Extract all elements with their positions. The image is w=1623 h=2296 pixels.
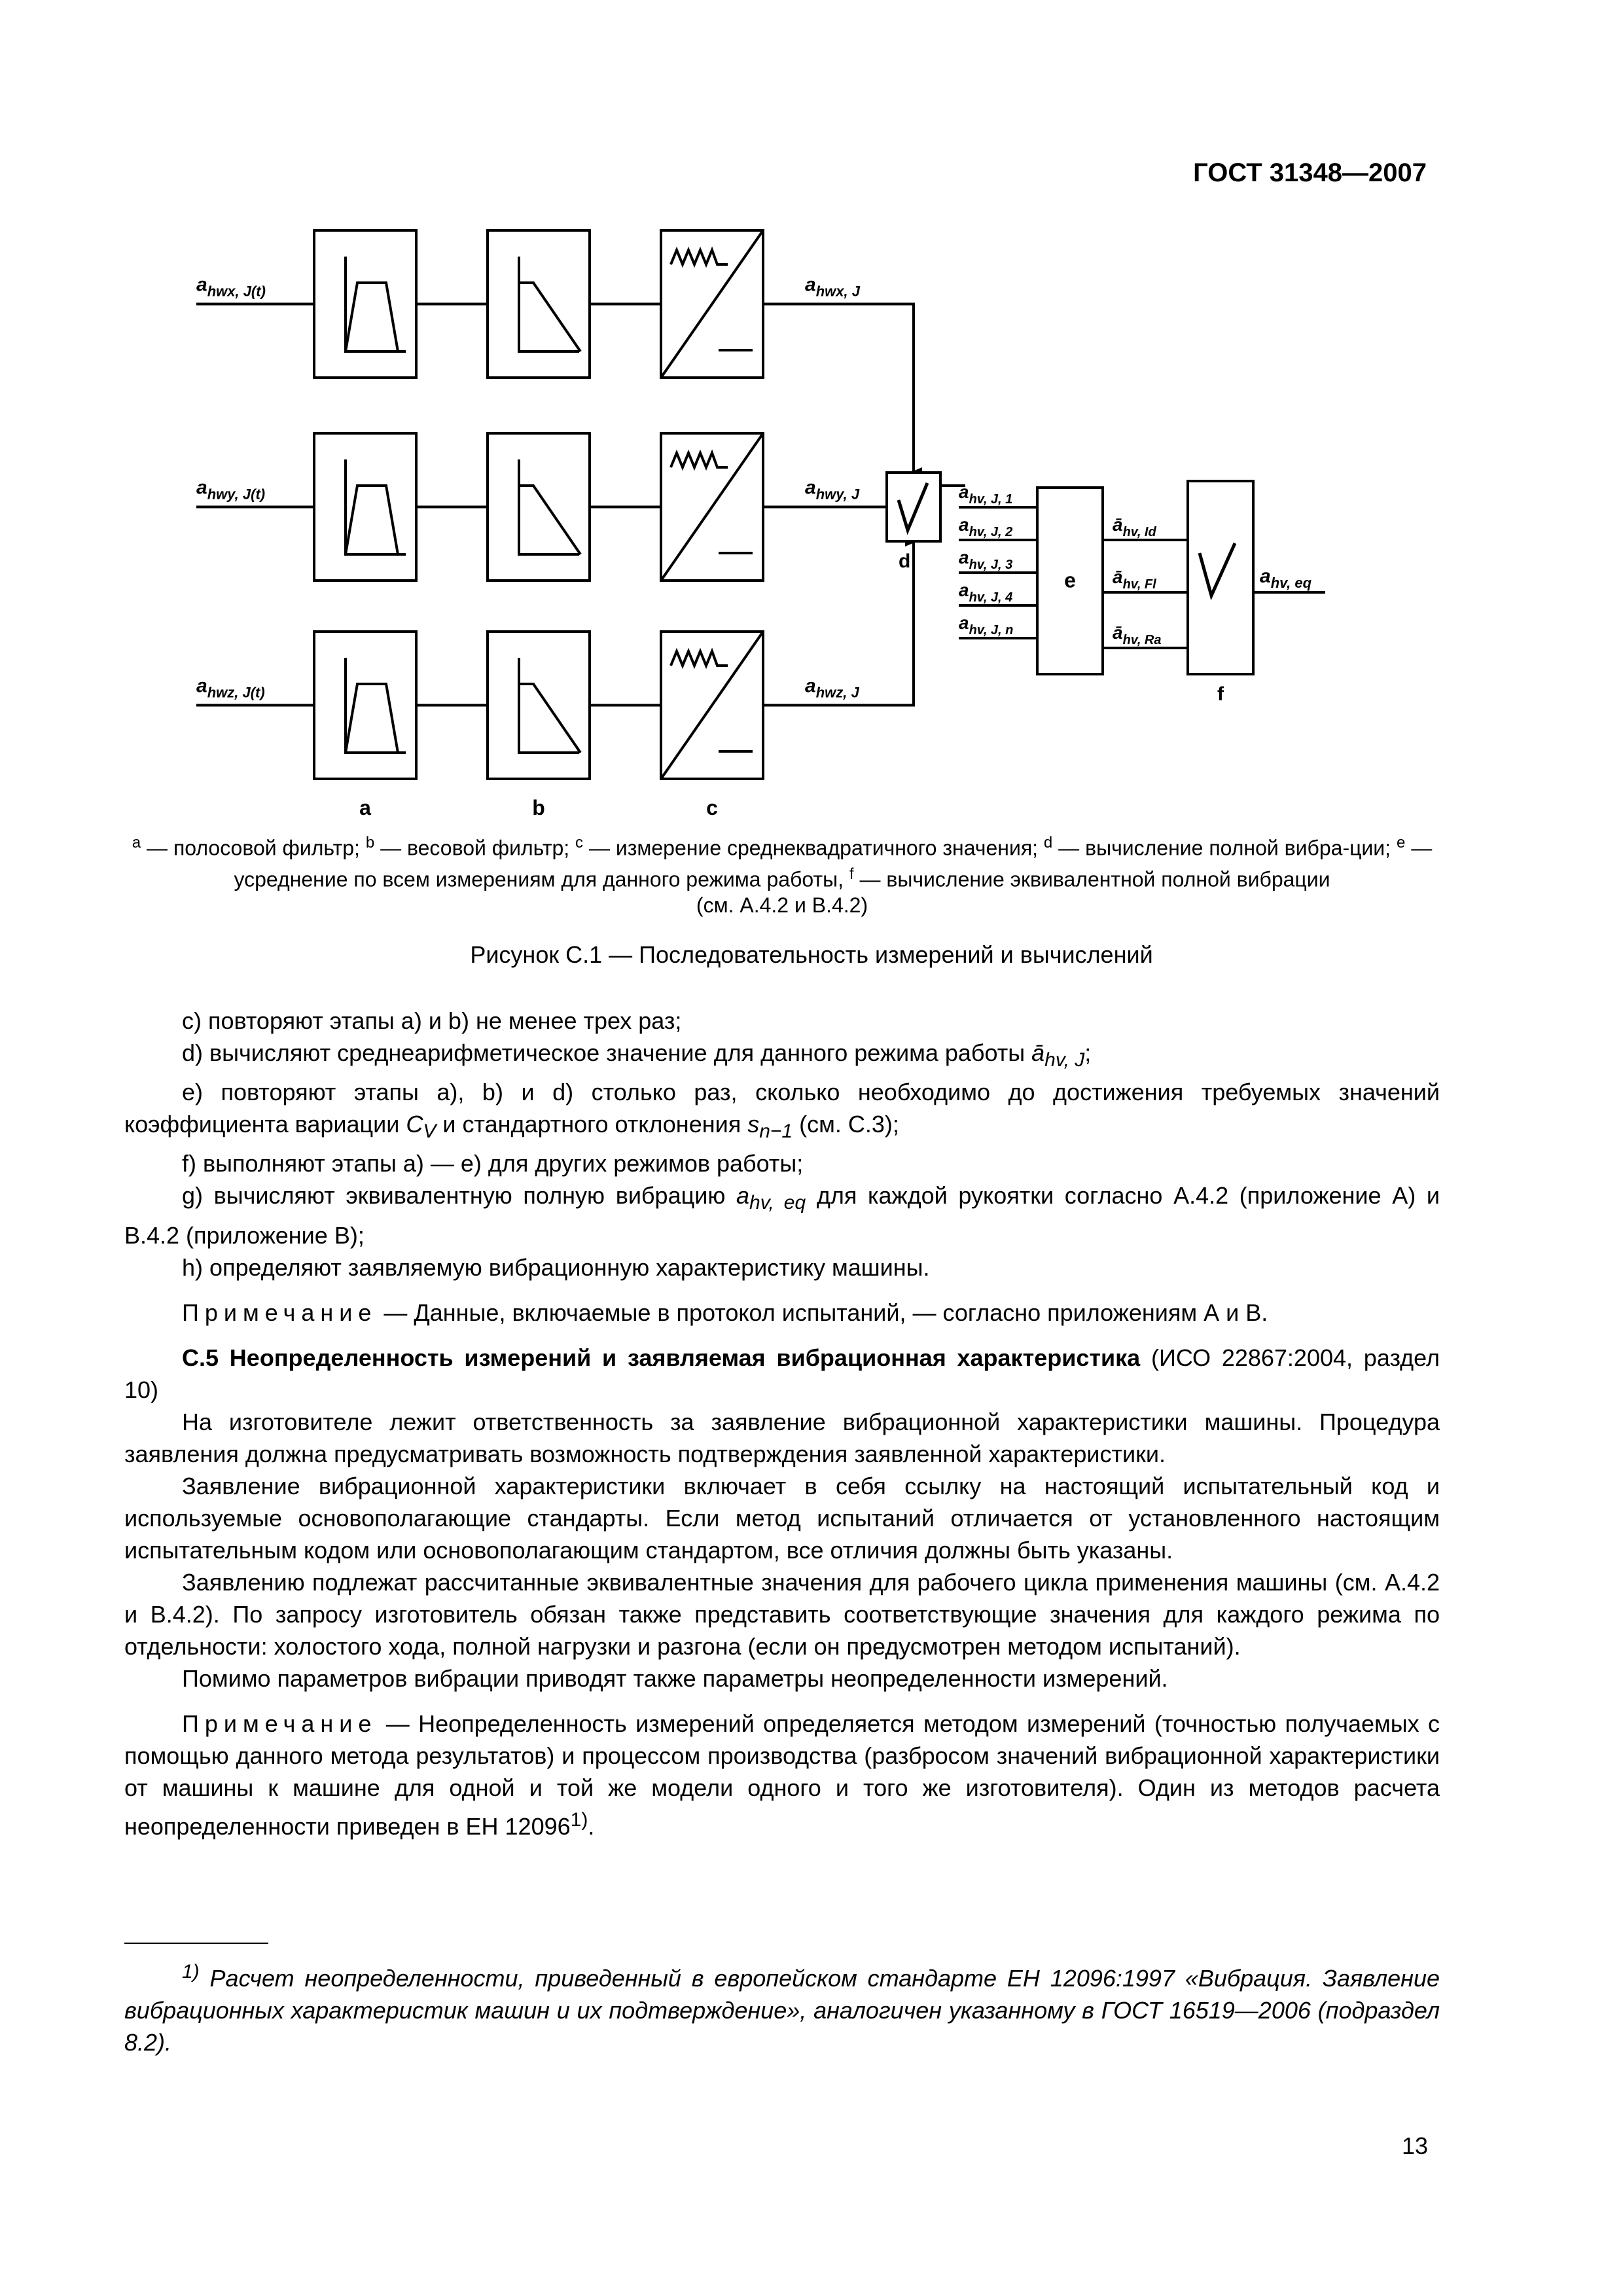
paragraph-1: На изготовителе лежит ответственность за заявление вибрационной характеристики машины. Процедура заявления должна предусматривать возможность подтверждения заявленной характеристики. xyxy=(124,1408,1440,1467)
signal-row-1 xyxy=(196,230,861,378)
rms-wave xyxy=(671,250,728,264)
figure-caption: Рисунок С.1 — Последовательность измерений и вычислений xyxy=(470,941,1153,968)
input-label: $a_{hwx, J(t)}$ xyxy=(196,274,266,300)
step-c: c) повторяют этапы а) и b) не менее трех раз; xyxy=(182,1007,682,1034)
step-d: d) вычисляют среднеарифметическое значение для данного режима работы $ā_{hv, J}$; xyxy=(182,1039,1092,1071)
mode-label-1: $ā_{hv, Id}$ xyxy=(1113,514,1156,539)
run-label-3: $a_{hv, J, 3}$ xyxy=(959,547,1013,572)
weighting-curve xyxy=(519,684,580,753)
run-label-1: $a_{hv, J, 1}$ xyxy=(959,482,1013,507)
x-channel-arrow xyxy=(763,304,914,472)
note-2: Примечание — Неопределенность измерений определяется методом измерений (точностью получаемых с помощью данного метода результатов) и процессом производства (разбросом значений вибрационной характеристики от машины к машине для одной и той же модели одного и того же изготовителя). Один из методов расчета неопределенности приведен в ЕН 12096$^{1)}$. xyxy=(124,1710,1440,1840)
signal-row-3 xyxy=(196,632,859,779)
bandpass-curve xyxy=(346,486,398,554)
rms-wave xyxy=(671,453,728,467)
input-label: $a_{hwz, J(t)}$ xyxy=(196,675,265,701)
step-f: f) выполняют этапы а) — е) для других режимов работы; xyxy=(182,1150,804,1177)
figure-legend: $^a$ — полосовой фильтр; $^b$ — весовой фильтр; $^c$ — измерение среднеквадратичного значения; $^d$ — вычисление полной вибра-ции; $^e$ — усреднение по всем измерениям для данного режима работы, $^f$ — вычисление эквивалентной полной вибрации (см. А.4.2 и В.4.2) xyxy=(132,834,1433,918)
footnote-separator xyxy=(124,1943,268,1944)
bandpass-filter-box xyxy=(314,632,416,779)
column-label-b: b xyxy=(532,796,545,819)
column-label-a: a xyxy=(359,796,371,819)
column-label-c: c xyxy=(706,796,718,819)
output-label: $a_{hwz, J}$ xyxy=(805,675,859,701)
sqrt-box-d xyxy=(887,473,940,541)
mean-label: e xyxy=(1064,568,1076,592)
result-label: $a_{hv, eq}$ xyxy=(1260,565,1312,591)
run-label-4: $a_{hv, J, 4}$ xyxy=(959,580,1013,605)
rms-wave xyxy=(671,651,728,666)
bandpass-filter-box xyxy=(314,433,416,581)
bandpass-filter-box xyxy=(314,230,416,378)
mode-label-3: $ā_{hv, Ra}$ xyxy=(1113,622,1162,647)
mode-label-2: $ā_{hv, Fl}$ xyxy=(1113,567,1156,592)
standard-header: ГОСТ 31348—2007 xyxy=(1193,158,1427,187)
step-g: g) вычисляют эквивалентную полную вибрацию $a_{hv, eq}$ для каждой рукоятки согласно А.4.2 (приложение А) и В.4.2 (приложение В); xyxy=(124,1182,1440,1249)
paragraph-2: Заявление вибрационной характеристики включает в себя ссылку на настоящий испытательный код и используемые основополагающие стандарты. Если метод испытаний отличается от установленного настоящим испытательным кодом или основополагающим стандартом, все отличия должны быть указаны. xyxy=(124,1472,1440,1564)
weighting-filter-box xyxy=(488,230,590,378)
run-label-5: $a_{hv, J, n}$ xyxy=(959,613,1014,637)
bandpass-curve xyxy=(346,283,398,351)
flow-diagram xyxy=(0,0,1623,825)
sqrt-label: d xyxy=(899,550,911,572)
note-1: Примечание — Данные, включаемые в протокол испытаний, — согласно приложениям А и В. xyxy=(182,1299,1268,1326)
step-e: e) повторяют этапы а), b) и d) столько раз, сколько необходимо до достижения требуемых значений коэффициента вариации $C_V$ и стандартного отклонения $s_{n-1}$ (см. С.3); xyxy=(124,1079,1440,1143)
final-label: f xyxy=(1217,683,1224,705)
page-number: 13 xyxy=(1401,2132,1428,2159)
body-text xyxy=(124,1005,1440,1842)
signal-row-2 xyxy=(196,433,860,581)
run-label-2: $a_{hv, J, 2}$ xyxy=(959,514,1013,539)
output-label: $a_{hwx, J}$ xyxy=(805,274,860,300)
weighting-curve xyxy=(519,283,580,351)
z-channel-arrow xyxy=(763,543,914,706)
paragraph-3: Заявлению подлежат рассчитанные эквивалентные значения для рабочего цикла применения машины (см. А.4.2 и В.4.2). По запросу изготовитель обязан также представить соответствующие значения для каждого режима по отдельности: холостого хода, полной нагрузки и разгона (если он предусмотрен методом испытаний). xyxy=(124,1568,1440,1660)
weighting-filter-box xyxy=(488,632,590,779)
output-label: $a_{hwy, J}$ xyxy=(805,476,860,503)
step-h: h) определяют заявляемую вибрационную характеристику машины. xyxy=(182,1253,930,1281)
weighting-filter-box xyxy=(488,433,590,581)
paragraph-4: Помимо параметров вибрации приводят также параметры неопределенности измерений. xyxy=(182,1664,1168,1692)
footnote: $^{1)}$ Расчет неопределенности, приведенный в европейском стандарте ЕН 12096:1997 «Вибрация. Заявление вибрационных характеристик машин и их подтверждение», аналогичен указанному в ГОСТ 16519—2006 (подраздел 8.2). xyxy=(124,1961,1440,2056)
weighting-curve xyxy=(519,486,580,554)
section-heading: С.5 Неопределенность измерений и заявляемая вибрационная характеристика (ИСО 22867:2004, раздел 10) xyxy=(124,1344,1440,1403)
input-label: $a_{hwy, J(t)}$ xyxy=(196,476,266,503)
bandpass-curve xyxy=(346,684,398,753)
